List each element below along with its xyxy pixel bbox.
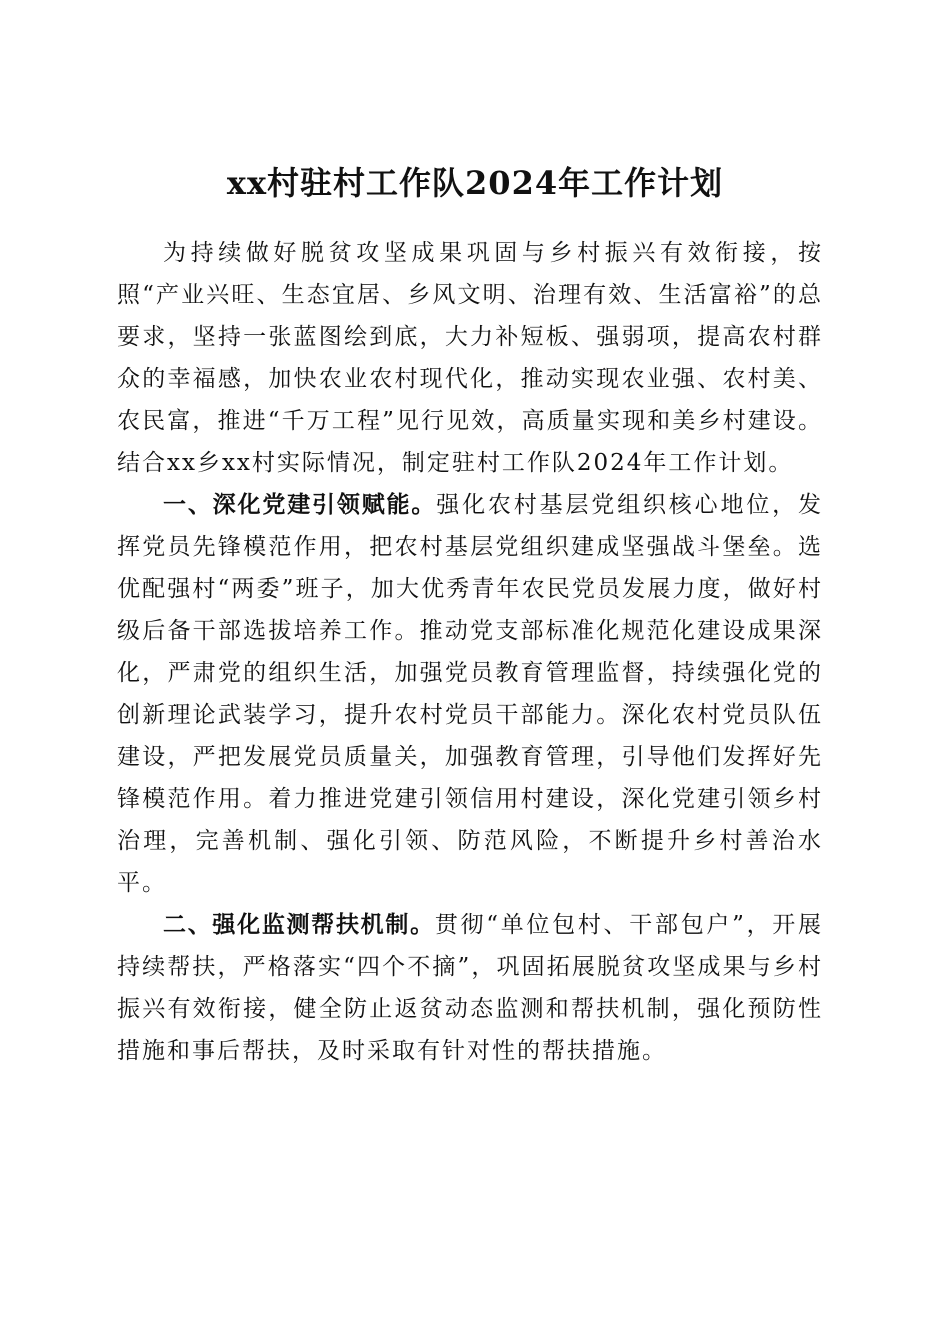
section-1-paragraph [117,484,823,904]
section-1-text: 强化农村基层党组织核心地位，发挥党员先锋模范作用，把农村基层党组织建成坚强战斗堡垒。选优配强村“两委”班子，加大优秀青年农民党员发展力度，做好村级后备干部选拔培养工作。推动党支部标准化规范化建设成果深化，严肃党的组织生活，加强党员教育管理监督，持续强化党的创新理论武装学习，提升农村党员干部能力。深化农村党员队伍建设，严把发展党员质量关，加强教育管理，引导他们发挥好先锋模范作用。着力推进党建引领信用村建设，深化党建引领乡村治理，完善机制、强化引领、防范风险，不断提升乡村善治水平。 [117,492,824,896]
section-2-heading: 二、强化监测帮扶机制。 [163,912,435,938]
document-body [117,232,823,1072]
document-title: xx村驻村工作队2024年工作计划 [226,164,724,203]
intro-paragraph: 为持续做好脱贫攻坚成果巩固与乡村振兴有效衔接，按照“产业兴旺、生态宜居、乡风文明、治理有效、生活富裕”的总要求，坚持一张蓝图绘到底，大力补短板、强弱项，提高农村群众的幸福感，加快农业农村现代化，推动实现农业强、农村美、农民富，推进“千万工程”见行见效，高质量实现和美乡村建设。结合xx乡xx村实际情况，制定驻村工作队2024年工作计划。 [117,240,823,476]
section-2-text: 贯彻“单位包村、干部包户”，开展持续帮扶，严格落实“四个不摘”，巩固拓展脱贫攻坚成果与乡村振兴有效衔接，健全防止返贫动态监测和帮扶机制，强化预防性措施和事后帮扶，及时采取有针对性的帮扶措施。 [117,912,823,1064]
section-2-paragraph [117,904,823,1072]
section-1-heading: 一、深化党建引领赋能。 [163,492,437,518]
